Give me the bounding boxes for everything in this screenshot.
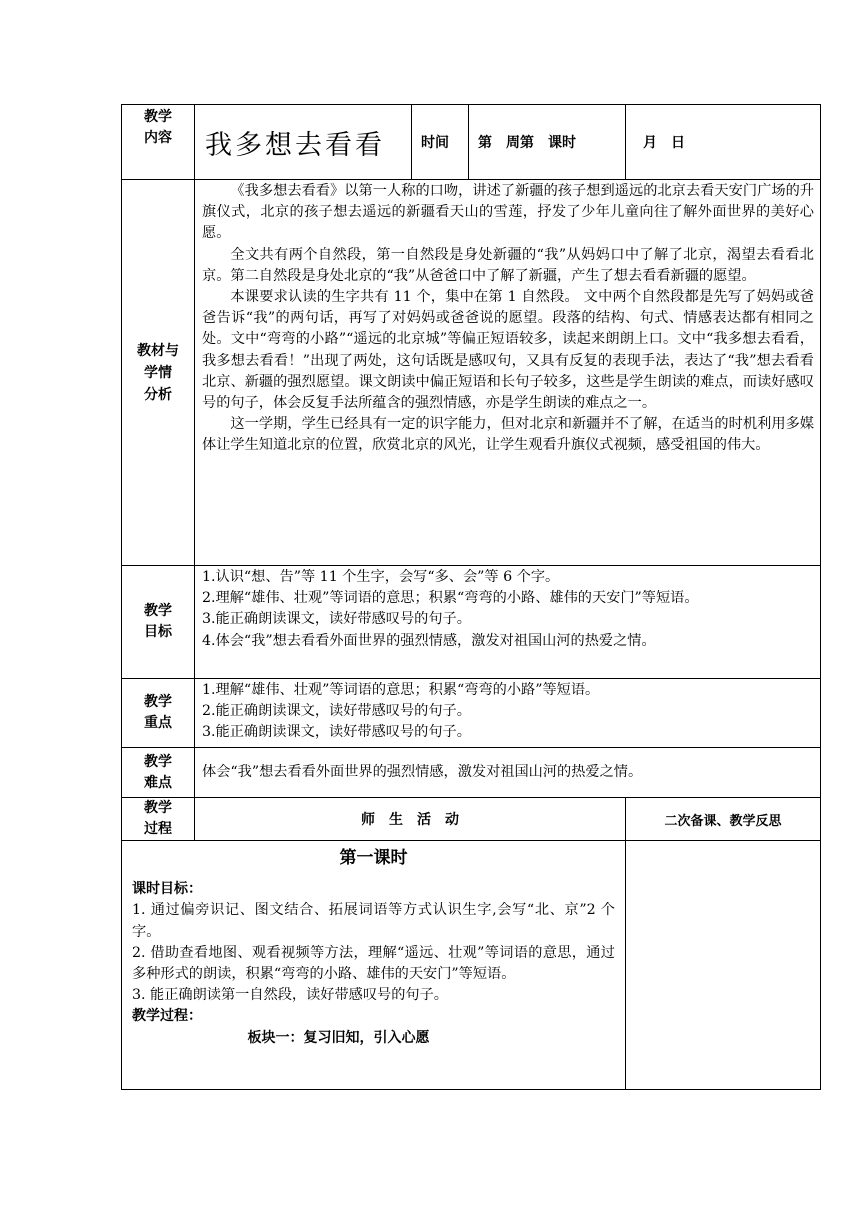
difficulty-text: 体会“我”想去看看外面世界的强烈情感，激发对祖国山河的热爱之情。 — [202, 763, 643, 780]
difficulty-content — [195, 748, 821, 798]
analysis-paragraph: 《我多想去看看》以第一人称的口吻，讲述了新疆的孩子想到遥远的北京去看天安门广场的升旗仪式，北京的孩子想去遥远的新疆看天山的雪莲，抒发了少年儿童向往了解外面世界的美好心愿。 — [202, 183, 814, 242]
process-content — [122, 841, 626, 1090]
focus-content — [195, 679, 821, 748]
period-goal-item: 1. 通过偏旁识记、图文结合、拓展词语等方式认识生字,会写“北、京”2 个字。 — [132, 902, 615, 940]
label-text: 教学 难点 — [144, 753, 172, 791]
label-process — [122, 798, 195, 841]
lesson-plan-table — [121, 104, 821, 1090]
label-focus — [122, 679, 195, 748]
column-reflection-header: 二次备课、教学反思 — [626, 798, 821, 841]
column-activity-header: 师 生 活 动 — [195, 798, 626, 841]
process-heading: 教学过程： — [132, 1008, 202, 1025]
process-header-row — [122, 798, 821, 841]
label-goals — [122, 566, 195, 679]
goals-row — [122, 566, 821, 679]
period-goal-item: 2. 借助查看地图、观看视频等方法，理解“遥远、壮观”等词语的意思，通过多种形式的朗读，积累“弯弯的小路、雄伟的天安门”等短语。 — [132, 944, 615, 983]
focus-row — [122, 679, 821, 748]
header-row — [122, 105, 821, 180]
focus-item: 2.能正确朗读课文，读好带感叹号的句子。 — [202, 703, 471, 720]
reflection-cell — [626, 841, 821, 1090]
label-analysis — [122, 180, 195, 566]
goal-item: 2.理解“雄伟、壮观”等词语的意思；积累“弯弯的小路、雄伟的天安门”等短语。 — [202, 590, 699, 607]
lesson-period-title: 第一课时 — [339, 848, 408, 868]
label-text: 教材与 学情 分析 — [137, 342, 179, 403]
goal-item: 3.能正确朗读课文，读好带感叹号的句子。 — [202, 611, 471, 628]
label-text: 教学 过程 — [144, 800, 172, 837]
label-text: 教学 内容 — [144, 109, 172, 146]
label-text: 教学 目标 — [144, 603, 172, 640]
week-period-field: 第 周第 课时 — [469, 105, 626, 180]
focus-item: 3.能正确朗读课文，读好带感叹号的句子。 — [202, 724, 471, 741]
lesson-title: 我多想去看看 — [195, 105, 412, 180]
label-difficulty — [122, 748, 195, 798]
analysis-paragraph: 这一学期，学生已经具有一定的识字能力，但对北京和新疆并不了解，在适当的时机利用多媒体让学生知道北京的位置，欣赏北京的风光，让学生观看升旗仪式视频，感受祖国的伟大。 — [202, 416, 814, 454]
analysis-row — [122, 180, 821, 566]
block-one-title: 板块一：复习旧知，引入心愿 — [247, 1029, 430, 1046]
period-goal-item: 3. 能正确朗读第一自然段，读好带感叹号的句子。 — [132, 987, 448, 1004]
process-content-row — [122, 841, 821, 1090]
focus-item: 1.理解“雄伟、壮观”等词语的意思；积累“弯弯的小路”等短语。 — [202, 682, 600, 698]
goal-item: 4.体会“我”想去看看外面世界的强烈情感，激发对祖国山河的热爱之情。 — [202, 632, 656, 649]
label-text: 教学 重点 — [144, 694, 172, 731]
analysis-paragraph: 本课要求认读的生字共有 11 个，集中在第 1 自然段。 文中两个自然段都是先写了妈妈或爸爸告诉“我”的两句话，再写了对妈妈或爸爸说的愿望。段落的结构、句式、情感表达都有相同之处。文中“弯弯的小路”“遥远的北京城”等偏正短语较多，读起来朗朗上口。文中“我多想去看看，我多想去看看！”出现了两处，这句话既是感叹句，又具有反复的表现手法，表达了“我”想去看看北京、新疆的强烈愿望。课文朗读中偏正短语和长句子较多，这些是学生朗读的难点，而读好感叹号的句子，体会反复手法所蕴含的强烈情感，亦是学生朗读的难点之一。 — [202, 289, 814, 412]
goal-item: 1.认识“想、告”等 11 个生字，会写“多、会”等 6 个字。 — [202, 569, 560, 585]
label-teaching-content — [122, 105, 195, 180]
date-field: 月 日 — [626, 105, 821, 180]
label-time: 时间 — [412, 105, 469, 180]
period-goal-heading: 课时目标： — [132, 881, 202, 898]
goals-content — [195, 566, 821, 679]
difficulty-row — [122, 748, 821, 798]
analysis-paragraph: 全文共有两个自然段，第一自然段是身处新疆的“我”从妈妈口中了解了北京，渴望去看看北京。第二自然段是身处北京的“我”从爸爸口中了解了新疆，产生了想去看看新疆的愿望。 — [202, 246, 814, 284]
analysis-content — [195, 180, 821, 566]
